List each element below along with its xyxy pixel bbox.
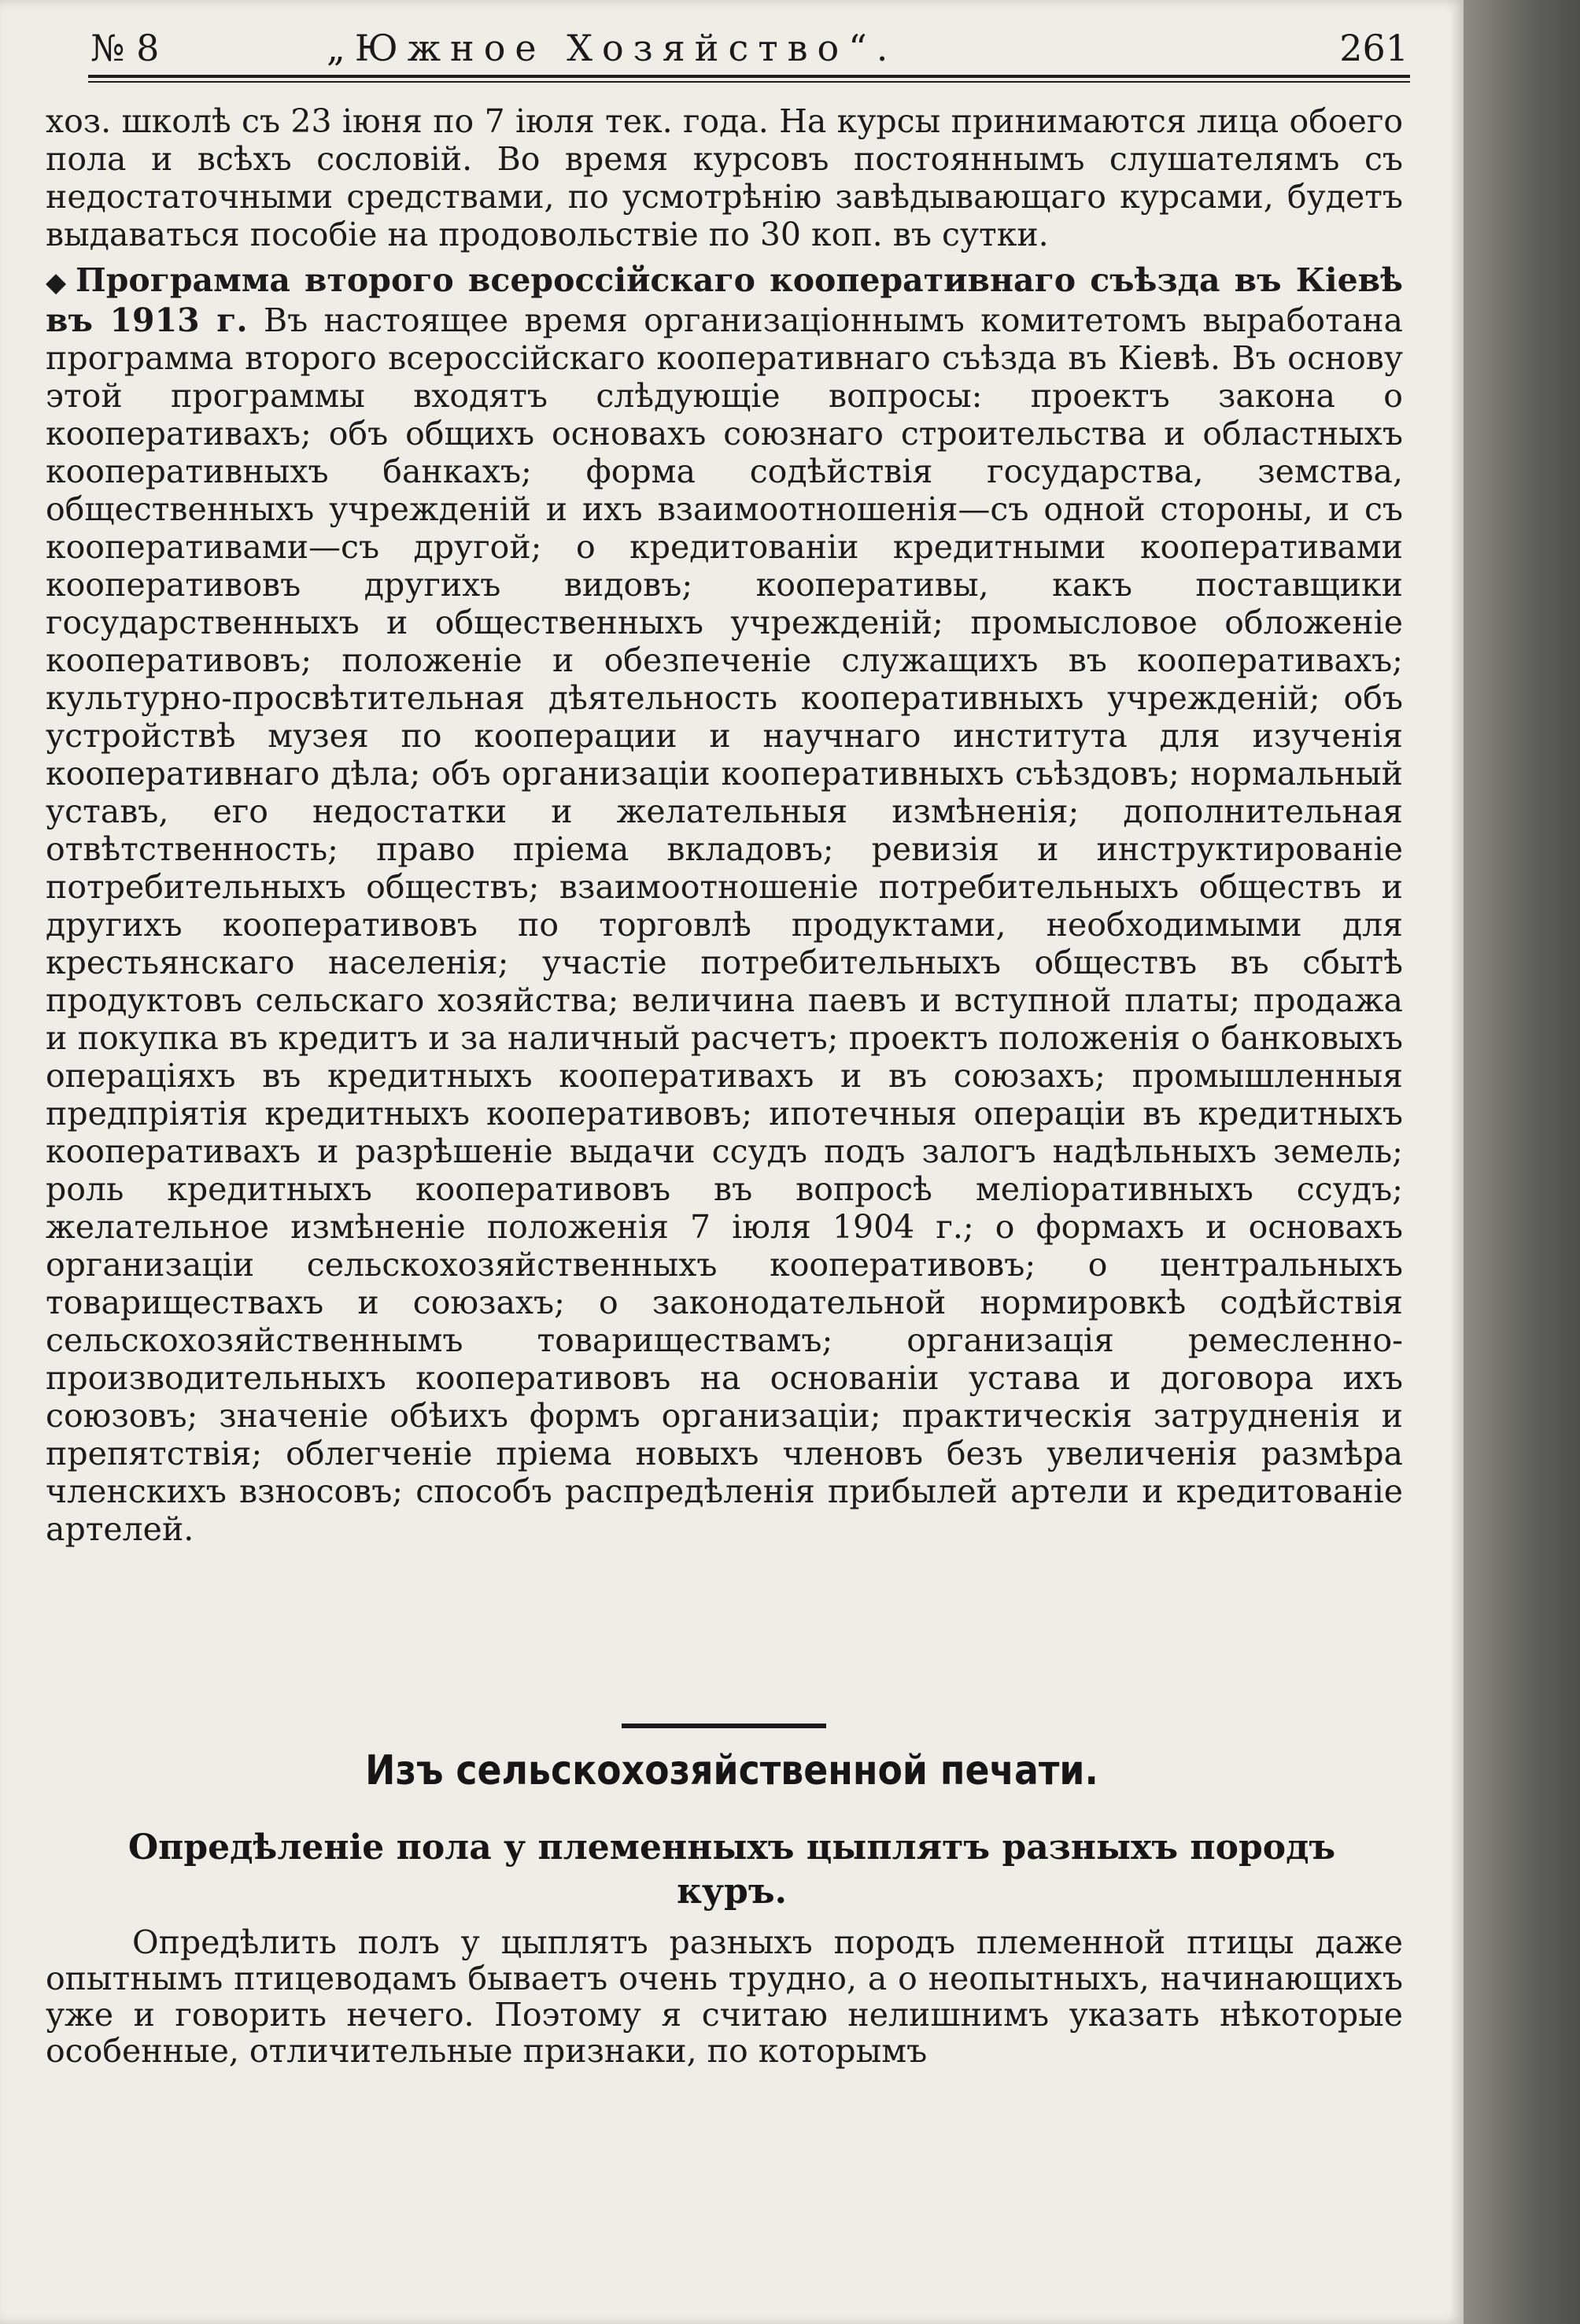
diamond-marker-icon: ◆	[46, 267, 70, 298]
running-header	[90, 22, 1408, 69]
issue-number: № 8	[90, 27, 160, 69]
paragraph-courses: хоз. школѣ съ 23 іюня по 7 іюля тек. года. На курсы принимаются лица обоего пола и всѣхъ сословій. Во время курсовъ постояннымъ слушателямъ съ недостаточными средствами, по усмотрѣнію завѣдывающаго курсами, будетъ выдаваться пособіе на продовольствіе по 30 коп. въ сутки.	[46, 102, 1403, 253]
page-number: 261	[1339, 27, 1408, 69]
article-body	[46, 1924, 1403, 2069]
page-edge	[1464, 0, 1580, 2324]
header-rule	[88, 75, 1410, 78]
main-text	[46, 102, 1403, 1548]
section-divider	[622, 1724, 826, 1728]
congress-heading: Программа второго всероссійскаго кооперативнаго съѣзда въ Кіевѣ въ 1913 г.	[46, 261, 1403, 339]
paragraph-congress	[46, 261, 1403, 1548]
journal-title: „Южное Хозяйство“.	[327, 27, 898, 69]
article-paragraph: Опредѣлить полъ у цыплятъ разныхъ породъ племенной птицы даже опытнымъ птицеводамъ бываетъ очень трудно, а о неопытныхъ, начинающихъ уже и говорить нечего. Поэтому я считаю нелишнимъ указать нѣкоторые особенные, отличительные признаки, по которымъ	[46, 1923, 1403, 2070]
section-title: Изъ сельскохозяйственной печати.	[365, 1747, 1098, 1794]
congress-body: Въ настоящее время организаціоннымъ комитетомъ выработана программа второго всероссійскаго кооперативнаго съѣзда въ Кіевѣ. Въ основу этой программы входятъ слѣдующіе вопросы: проектъ закона о кооперативахъ; объ общихъ основахъ союзнаго строительства и областныхъ кооперативныхъ банкахъ; форма содѣйствія государства, земства, общественныхъ учрежденій и ихъ взаимоотношенія—съ одной стороны, и съ кооперативами—съ другой; о кредитованіи кредитными кооперативами кооперативовъ другихъ видовъ; кооперативы, какъ поставщики государственныхъ и общественныхъ учрежденій; промысловое обложеніе кооперативовъ; положеніе и обезпеченіе служащихъ въ кооперативахъ; культурно-просвѣтительная дѣятельность кооперативныхъ учрежденій; объ устройствѣ музея по кооперации и научнаго института для изученія кооперативнаго дѣла; объ организаціи кооперативныхъ съѣздовъ; нормальный уставъ, его недостатки и желательныя измѣненія; дополнительная отвѣтственность; право пріема вкладовъ; ревизія и инструктированіе потребительныхъ обществъ; взаимоотношеніе потребительныхъ обществъ и другихъ кооперативовъ по торговлѣ продуктами, необходимыми для крестьянскаго населенія; участіе потребительныхъ обществъ въ сбытѣ продуктовъ сельскаго хозяйства; величина паевъ и вступной платы; продажа и покупка въ кредитъ и за наличный расчетъ; проектъ положенія о банковыхъ операціяхъ въ кредитныхъ кооперативахъ и въ союзахъ; промышленныя предпріятія кредитныхъ кооперативовъ; ипотечныя операціи въ кредитныхъ кооперативахъ и разрѣшеніе выдачи ссудъ подъ залогъ надѣльныхъ земель; роль кредитныхъ кооперативовъ въ вопросѣ меліоративныхъ ссудъ; желательное измѣненіе положенія 7 іюля 1904 г.; о формахъ и основахъ организаціи сельскохозяйственныхъ кооперативовъ; о центральныхъ товариществахъ и союзахъ; о законодательной нормировкѣ содѣйствія сельскохозяйственнымъ товариществамъ; организація ремесленно-производительныхъ кооперативовъ на основаніи устава и договора ихъ союзовъ; значеніе обѣихъ формъ организаціи; практическія затрудненія и препятствія; облегченіе пріема новыхъ членовъ безъ увеличенія размѣра членскихъ взносовъ; способъ распредѣленія прибылей артели и кредитованіе артелей.	[46, 301, 1403, 1548]
article-title: Опредѣленіе пола у племенныхъ цыплятъ разныхъ породъ куръ.	[127, 1827, 1336, 1912]
header-rule-thin	[88, 81, 1410, 83]
